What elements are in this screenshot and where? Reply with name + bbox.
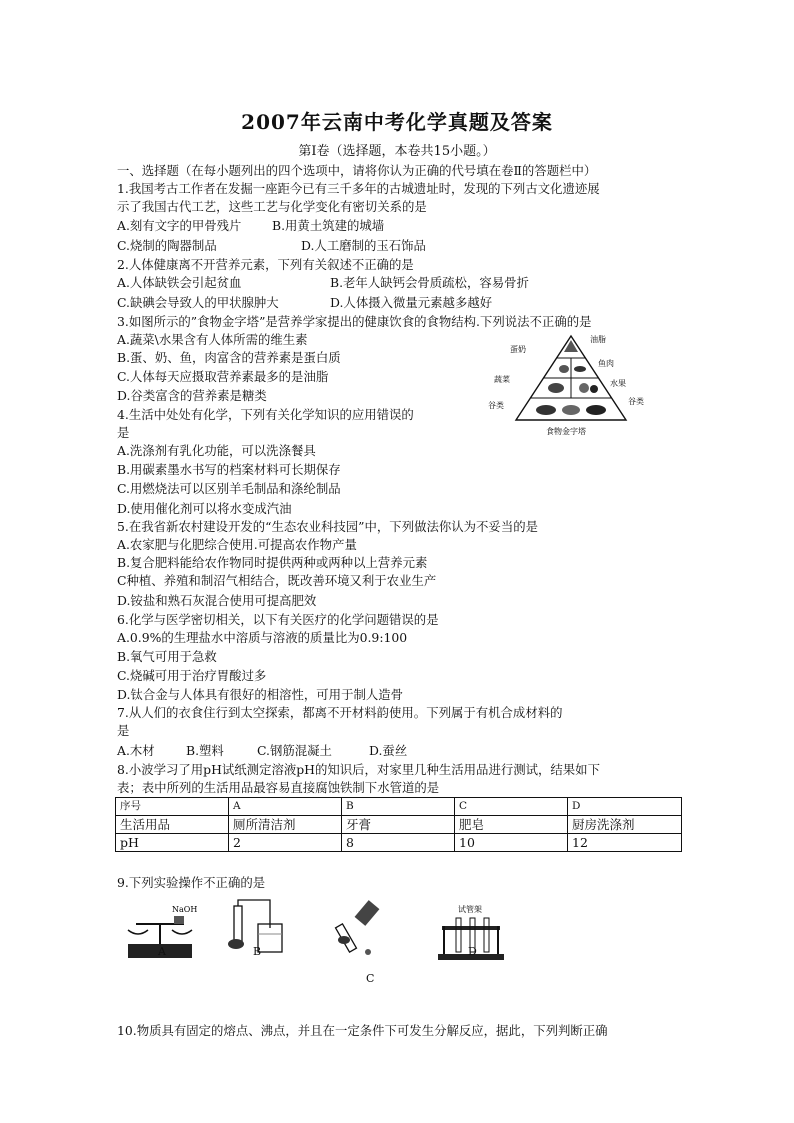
table-cell: 10 xyxy=(455,834,568,852)
table-cell: 生活用品 xyxy=(116,816,229,834)
q3-option-b: B.蛋、奶、鱼，肉富含的营养素是蛋白质 xyxy=(117,350,341,365)
table-cell: 序号 xyxy=(116,798,229,816)
egg-food-icon xyxy=(559,365,569,373)
fruit-food-icon xyxy=(579,383,589,393)
q6-option-d: D.钛合金与人体具有很好的相溶性，可用于制人造骨 xyxy=(117,687,404,702)
figure-label-a: A xyxy=(158,945,166,958)
section-heading: 一、选择题（在每小题列出的四个选项中，请将你认为正确的代号填在卷Ⅱ的答题栏中） xyxy=(117,163,597,178)
pyramid-caption: 食物金字塔 xyxy=(546,427,586,436)
pyramid-label-egg-milk: 蛋奶 xyxy=(510,345,526,354)
q6-stem: 6.化学与医学密切相关，以下有关医疗的化学问题错误的是 xyxy=(117,612,439,627)
q10-stem: 10.物质具有固定的熔点、沸点，并且在一定条件下可发生分解反应，据此，下列判断正确 xyxy=(117,1023,608,1038)
fish-food-icon xyxy=(574,366,586,372)
q6-option-a: A.0.9%的生理盐水中溶质与溶液的质量比为0.9:100 xyxy=(117,630,408,645)
q1-stem-line2: 示了我国古代工艺，这些工艺与化学变化有密切关系的是 xyxy=(117,199,427,214)
table-cell: 8 xyxy=(342,834,455,852)
q9-stem: 9.下列实验操作不正确的是 xyxy=(117,875,266,890)
q5-option-d: D.铵盐和熟石灰混合使用可提高肥效 xyxy=(117,593,317,608)
q5-stem: 5.在我省新农村建设开发的“生态农业科技园”中，下列做法你认为不妥当的是 xyxy=(117,519,538,534)
fruit-food-icon xyxy=(590,385,598,393)
q1-stem-line1: 1.我国考古工作者在发掘一座距今已有三千多年的古城遗址时，发现的下列古文化遗迹展 xyxy=(117,181,600,196)
q3-option-c: C.人体每天应摄取营养素最多的是油脂 xyxy=(117,369,329,384)
q7-stem-line1: 7.从人们的衣食住行到太空探索，都离不开材料韵使用。下列属于有机合成材料的 xyxy=(117,705,563,720)
table-row xyxy=(116,798,682,816)
test-tube xyxy=(484,918,489,952)
page-title: 2007年云南中考化学真题及答案 xyxy=(241,110,553,134)
q2-option-c: C.缺碘会导致人的甲状腺肿大 xyxy=(117,295,279,310)
test-tube xyxy=(456,918,461,952)
table-cell: 厕所清洁剂 xyxy=(229,816,342,834)
balance-pan-right xyxy=(172,930,192,934)
pyramid-label-fish-meat: 鱼肉 xyxy=(598,359,614,368)
table-cell: 2 xyxy=(229,834,342,852)
table-cell: B xyxy=(342,798,455,816)
rack-label: 试管架 xyxy=(458,905,482,914)
pyramid-label-grain-left: 谷类 xyxy=(488,401,504,410)
q8-stem-line2: 表；表中所列的生活用品最容易直接腐蚀铁制下水管道的是 xyxy=(117,780,440,795)
q4-option-b: B.用碳素墨水书写的档案材料可长期保存 xyxy=(117,462,341,477)
figure-label-c: C xyxy=(366,972,375,985)
table-cell: 牙膏 xyxy=(342,816,455,834)
q3-option-d: D.谷类富含的营养素是糖类 xyxy=(117,388,267,403)
table-row xyxy=(116,834,682,852)
table-cell: 厨房洗涤剂 xyxy=(568,816,682,834)
figure-label-d: D xyxy=(468,945,477,958)
pyramid-label-grain-right: 谷类 xyxy=(628,397,644,406)
q7-option-b: B.塑料 xyxy=(186,743,224,758)
hand-grip xyxy=(338,936,350,944)
balance-pan-left xyxy=(128,930,148,934)
q4-option-c: C.用燃烧法可以区别羊毛制品和涤纶制品 xyxy=(117,481,341,496)
q1-option-d: D.人工磨制的玉石饰品 xyxy=(301,238,426,253)
figure-label-b: B xyxy=(253,945,262,958)
q8-stem-line1: 8.小波学习了用pH试纸测定溶液pH的知识后，对家里几种生活用品进行测试，结果如下 xyxy=(117,762,600,777)
hand-grip xyxy=(228,939,244,949)
section-subtitle: 第Ⅰ卷（选择题，本卷共15小题。） xyxy=(298,144,496,159)
table-cell: A xyxy=(229,798,342,816)
q6-option-c: C.烧碱可用于治疗胃酸过多 xyxy=(117,668,267,683)
vegetable-food-icon xyxy=(548,383,564,393)
ph-table xyxy=(115,797,682,852)
q4-stem-line2: 是 xyxy=(117,425,130,440)
q4-option-a: A.洗涤剂有乳化功能，可以洗涤餐具 xyxy=(117,443,316,458)
q1-option-c: C.烧制的陶器制品 xyxy=(117,238,217,253)
beaker xyxy=(258,924,282,952)
q5-option-b: B.复合肥料能给农作物同时提供两种或两种以上营养元素 xyxy=(117,555,428,570)
q6-option-b: B.氧气可用于急救 xyxy=(117,649,217,664)
grain-food-icon xyxy=(562,405,580,415)
q2-option-a: A.人体缺铁会引起贫血 xyxy=(117,275,242,290)
q2-option-d: D.人体摄入微量元素越多越好 xyxy=(330,295,493,310)
rack-shelf xyxy=(442,926,500,930)
pouring-apparatus-figure xyxy=(328,896,394,956)
naoh-label: NaOH xyxy=(172,905,198,914)
reagent-bottle xyxy=(355,900,380,926)
table-cell: D xyxy=(568,798,682,816)
table-row xyxy=(116,816,682,834)
grain-food-icon xyxy=(586,405,606,415)
naoh-sample xyxy=(174,916,184,924)
q1-option-a: A.刻有文字的甲骨残片 xyxy=(117,218,242,233)
q3-stem: 3.如图所示的”食物金字塔”是营养学家提出的健康饮食的食物结构.下列说法不正确的是 xyxy=(117,314,592,329)
table-cell: C xyxy=(455,798,568,816)
table-cell: pH xyxy=(116,834,229,852)
q7-option-a: A.木材 xyxy=(117,743,155,758)
table-cell: 肥皂 xyxy=(455,816,568,834)
pyramid-label-fruit: 水果 xyxy=(610,379,626,388)
grain-food-icon xyxy=(536,405,556,415)
q7-option-c: C.钢筋混凝土 xyxy=(257,743,332,758)
q7-option-d: D.蚕丝 xyxy=(369,743,408,758)
q5-option-c: C种植、养殖和制沼气相结合，既改善环境又利于农业生产 xyxy=(117,573,437,588)
q3-option-a: A.蔬菜\水果含有人体所需的维生素 xyxy=(117,332,308,347)
q4-option-d: D.使用催化剂可以将水变成汽油 xyxy=(117,501,292,516)
q7-stem-line2: 是 xyxy=(117,723,130,738)
q2-stem: 2.人体健康离不开营养元素，下列有关叙述不正确的是 xyxy=(117,257,414,272)
pyramid-label-oil: 油脂 xyxy=(590,335,606,344)
table-cell: 12 xyxy=(568,834,682,852)
q5-option-a: A.农家肥与化肥综合使用.可提高农作物产量 xyxy=(117,537,357,552)
food-pyramid-figure xyxy=(486,330,656,442)
q2-option-b: B.老年人缺钙会骨质疏松，容易骨折 xyxy=(330,275,529,290)
q4-stem-line1: 4.生活中处处有化学，下列有关化学知识的应用错误的 xyxy=(117,407,414,422)
pyramid-label-vegetable: 蔬菜 xyxy=(494,375,510,384)
q1-option-b: B.用黄土筑建的城墙 xyxy=(272,218,385,233)
bottle-stopper xyxy=(365,949,371,955)
